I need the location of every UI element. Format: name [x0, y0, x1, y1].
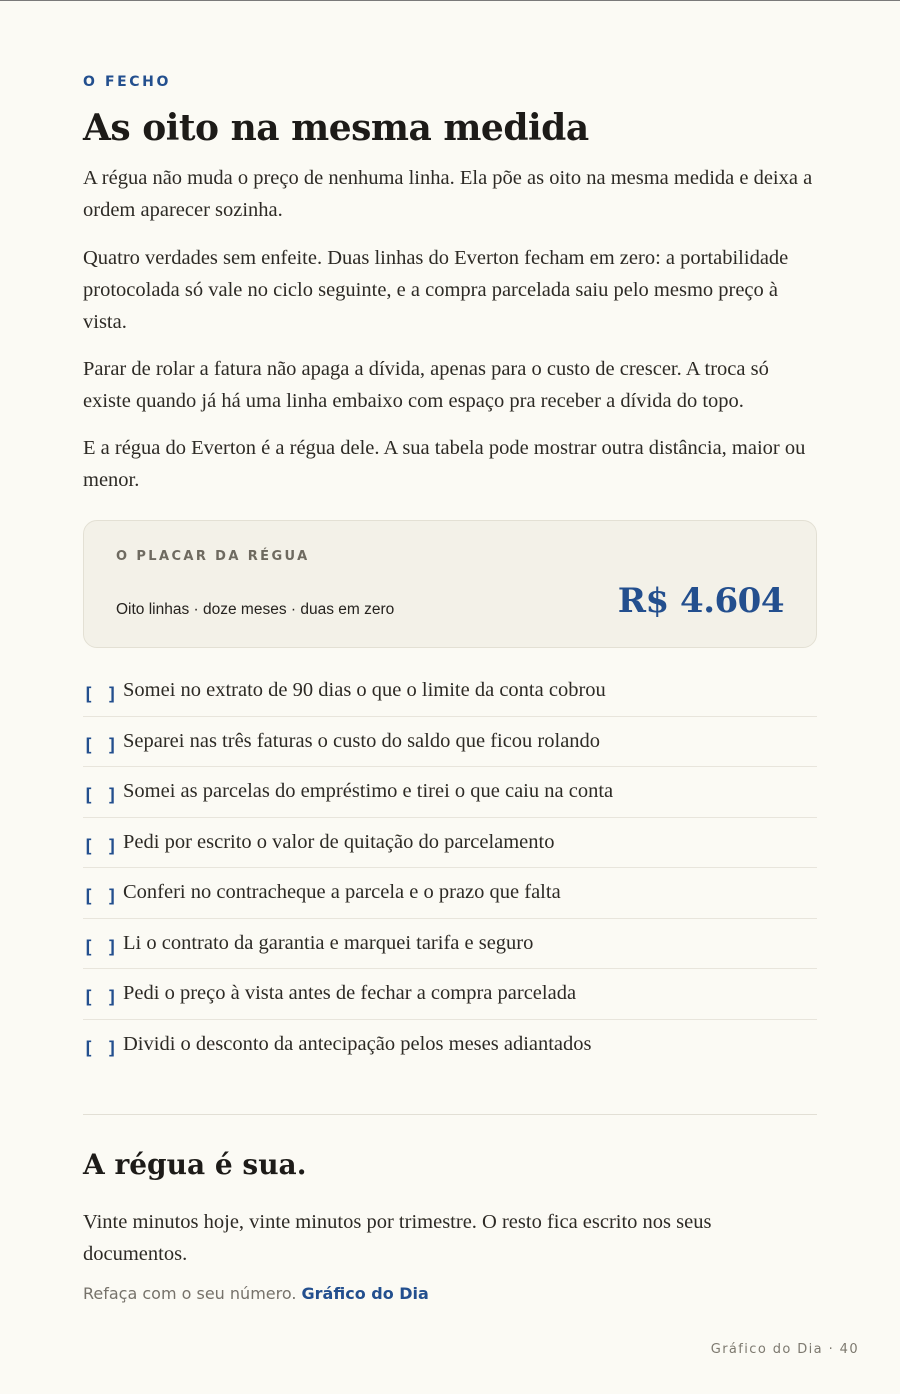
checklist-item[interactable] — [83, 1020, 817, 1071]
closing-cta — [83, 1284, 429, 1303]
checkbox-icon[interactable]: [ ] — [83, 987, 119, 1008]
checklist-item[interactable] — [83, 717, 817, 768]
checklist-item-text: Dividi o desconto da antecipação pelos meses adiantados — [123, 1032, 592, 1055]
checkbox-icon[interactable]: [ ] — [83, 936, 119, 958]
page-footer: Gráfico do Dia · 40 — [710, 1342, 859, 1357]
checklist-item[interactable] — [83, 818, 817, 869]
checklist-item-text: Li o contrato da garantia e marquei tarifa e seguro — [123, 931, 534, 954]
checklist-item[interactable] — [83, 868, 817, 919]
scorecard-subtitle: Oito linhas · doze meses · duas em zero — [116, 601, 395, 618]
body-paragraph-3: Parar de rolar a fatura não apaga a dívida, apenas para o custo de crescer. A troca só existe quando já há uma linha embaixo com espaço pra receber a dívida do topo. — [83, 358, 769, 412]
checklist-item[interactable] — [83, 969, 817, 1020]
checkbox-icon[interactable]: [ ] — [83, 684, 119, 705]
closing-paragraph: Vinte minutos hoje, vinte minutos por trimestre. O resto fica escrito nos seus documentos. — [83, 1211, 712, 1265]
checklist-item[interactable] — [83, 666, 817, 717]
body-paragraph-2: Quatro verdades sem enfeite. Duas linhas do Everton fecham em zero: a portabilidade protocolada só vale no ciclo seguinte, e a compra parcelada saiu pelo mesmo preço à vista. — [83, 247, 789, 333]
checkbox-icon[interactable]: [ ] — [83, 886, 119, 907]
checklist-item-text: Somei as parcelas do empréstimo e tirei o que caiu na conta — [123, 780, 614, 802]
checklist-item-text: Separei nas três faturas o custo do saldo que ficou rolando — [123, 729, 601, 752]
page-title: As oito na mesma medida — [83, 107, 589, 149]
checklist-item-text: Pedi o preço à vista antes de fechar a compra parcelada — [123, 982, 577, 1004]
checklist-item[interactable] — [83, 767, 817, 818]
scorecard-label: O PLACAR DA RÉGUA — [116, 549, 310, 564]
brand-link[interactable]: Gráfico do Dia — [301, 1284, 429, 1303]
checklist-item-text: Somei no extrato de 90 dias o que o limite da conta cobrou — [123, 679, 606, 701]
checklist-item-text: Pedi por escrito o valor de quitação do parcelamento — [123, 830, 555, 853]
body-paragraph-4: E a régua do Everton é a régua dele. A sua tabela pode mostrar outra distância, maior ou menor. — [83, 437, 806, 491]
checklist — [83, 666, 817, 1070]
checklist-item-text: Conferi no contracheque a parcela e o prazo que falta — [123, 881, 561, 903]
body-paragraph-1: A régua não muda o preço de nenhuma linha. Ela põe as oito na mesma medida e deixa a ordem aparecer sozinha. — [83, 167, 813, 221]
checkbox-icon[interactable]: [ ] — [83, 785, 119, 806]
scorecard — [83, 520, 817, 648]
scorecard-value: R$ 4.604 — [617, 581, 784, 621]
checkbox-icon[interactable]: [ ] — [83, 734, 119, 756]
section-kicker: O FECHO — [83, 74, 171, 90]
checklist-item[interactable] — [83, 919, 817, 970]
checkbox-icon[interactable]: [ ] — [83, 1037, 119, 1059]
section-divider — [83, 1114, 817, 1115]
checkbox-icon[interactable]: [ ] — [83, 835, 119, 857]
closing-cta-text: Refaça com o seu número. — [83, 1284, 297, 1303]
closing-heading: A régua é sua. — [83, 1148, 307, 1181]
